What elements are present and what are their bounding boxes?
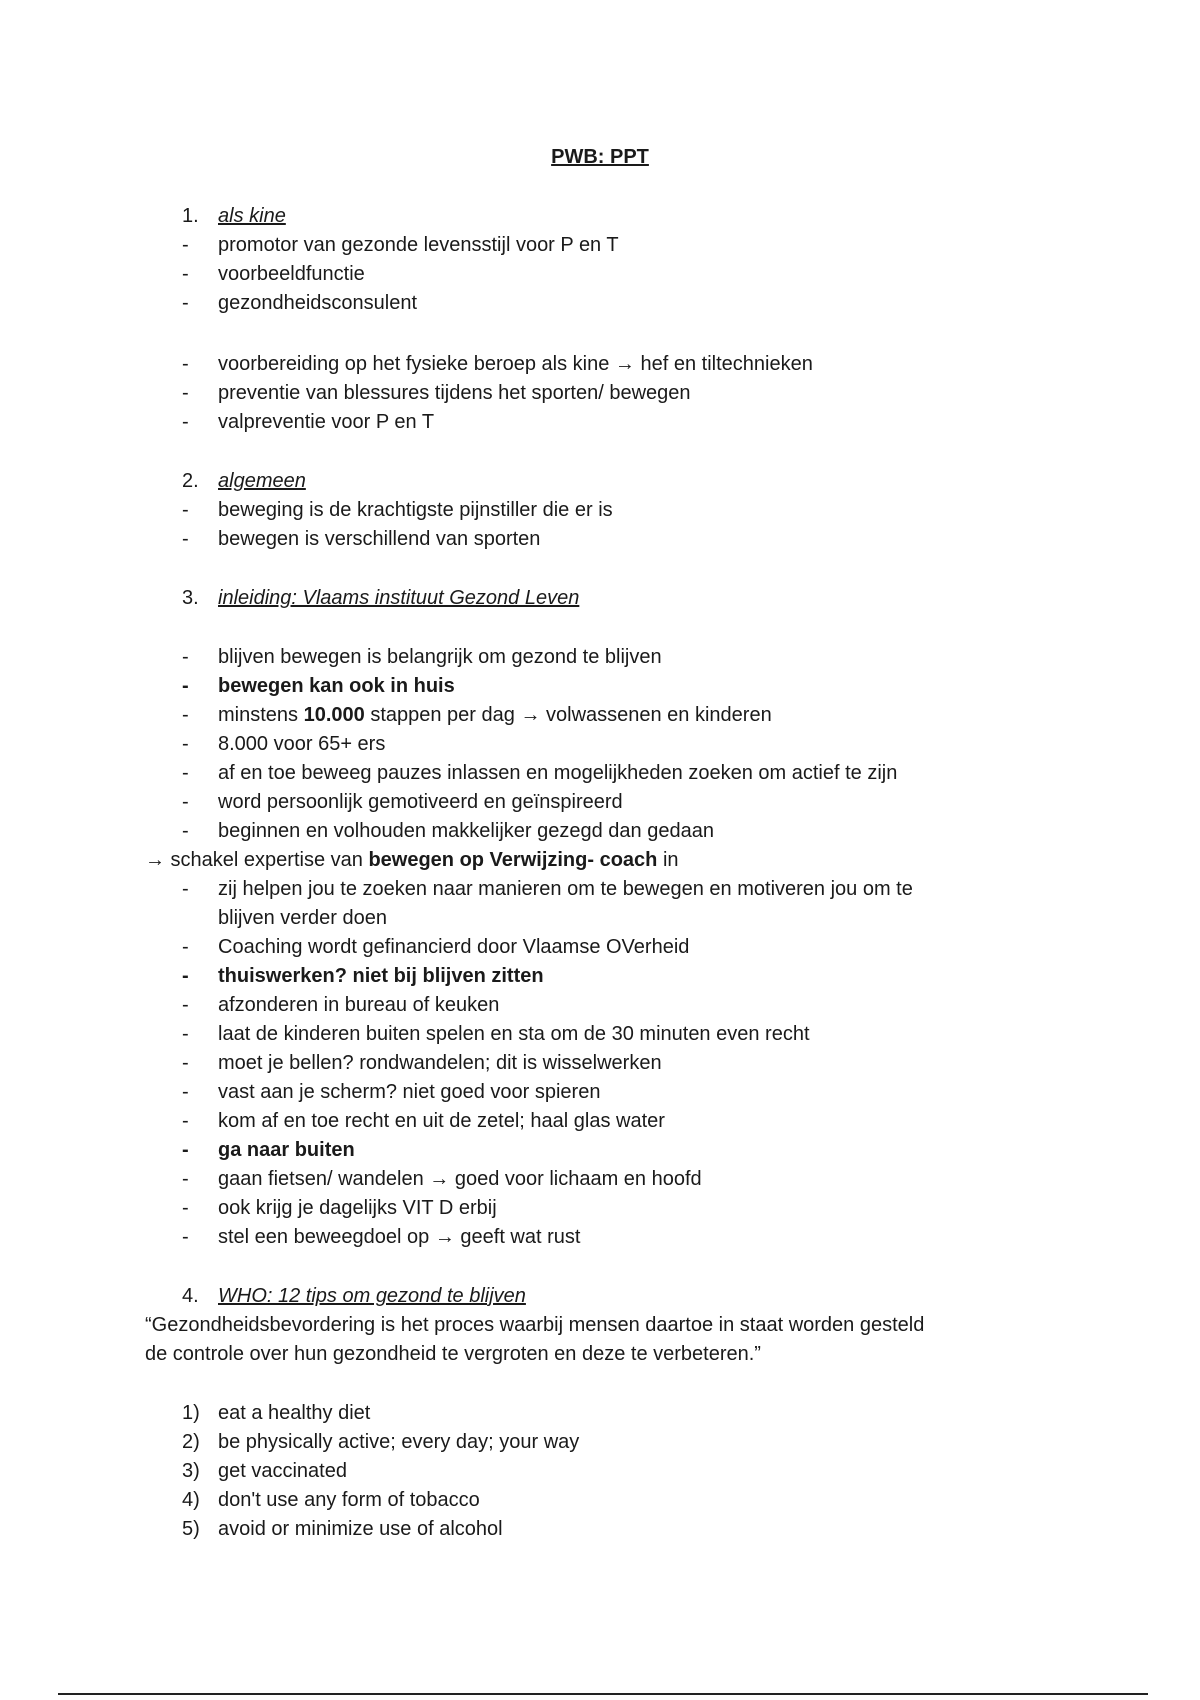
quote-line: de controle over hun gezondheid te vergroten en deze te verbeteren.” [145,1343,761,1365]
page-title: PWB: PPT [551,146,649,168]
section-number: 4. [182,1285,199,1307]
arrow-note: → schakel expertise van bewegen op Verwijzing- coach in [145,849,679,871]
section-title: algemeen [218,470,306,492]
section-title: WHO: 12 tips om gezond te blijven [218,1285,526,1307]
bottom-divider [58,1693,1148,1695]
document-page: PWB: PPT 1. als kine - promotor van gezonde levensstijl voor P en T - voorbeeldfunctie - gezondheidsconsulent - voorbereiding op het fysieke beroep als kine → hef en tiltechnieken - preventie van blessures tijdens het sporten/ bewegen - valpreventie voor P en T 2. algemeen - beweging is de krachtigste pijnstiller die er is - bewegen is verschillend van sporten 3. inleiding: Vlaams instituut Gezond Leven - blijven bewegen is belangrijk om gezond te blijven - bewegen kan ook in huis - minstens 10.000 stappen per dag → volwassenen en kinderen - 8.000 voor 65+ ers - af en toe beweeg pauzes inlassen en mogelijkheden zoeken om actief te zijn - word persoonlijk gemotiveerd en geïnspireerd - beginnen en volhouden makkelijker gezegd dan gedaan → schakel expertise van bewegen op Verwijzing- coach in - zij helpen jou te zoeken naar manieren om te bewegen en motiveren jou om te blijven verder doen - Coaching wordt gefinancierd door Vlaamse OVerheid - thuiswerken? niet bij blijven zitten - afzonderen in bureau of keuken - laat de kinderen buiten spelen en sta om de 30 minuten even recht - moet je bellen? rondwandelen; dit is wisselwerken - vast aan je scherm? niet goed voor spieren - kom af en toe recht en uit de zetel; haal glas water - ga naar buiten - gaan fietsen/ wandelen → goed voor lichaam en hoofd - ook krijg je dagelijks VIT D erbij - stel een beweegdoel op → geeft wat rust 4. WHO: 12 tips om gezond te blijven “Gezondheidsbevordering is het proces waarbij mensen daartoe in staat worden gesteld de controle over hun gezondheid te vergroten en deze te verbeteren.” 1) eat a healthy diet 2) be physically active; every day; your way 3) get vaccinated 4) don't use any form of tobacco 5) avoid or minimize use of alcohol [0,0,1200,1700]
quote-line: “Gezondheidsbevordering is het proces waarbij mensen daartoe in staat worden gesteld [145,1314,925,1336]
section-number: 3. [182,587,199,609]
section-title: als kine [218,205,286,227]
section-number: 2. [182,470,199,492]
section-title: inleiding: Vlaams instituut Gezond Leven [218,587,580,609]
section-number: 1. [182,205,199,227]
